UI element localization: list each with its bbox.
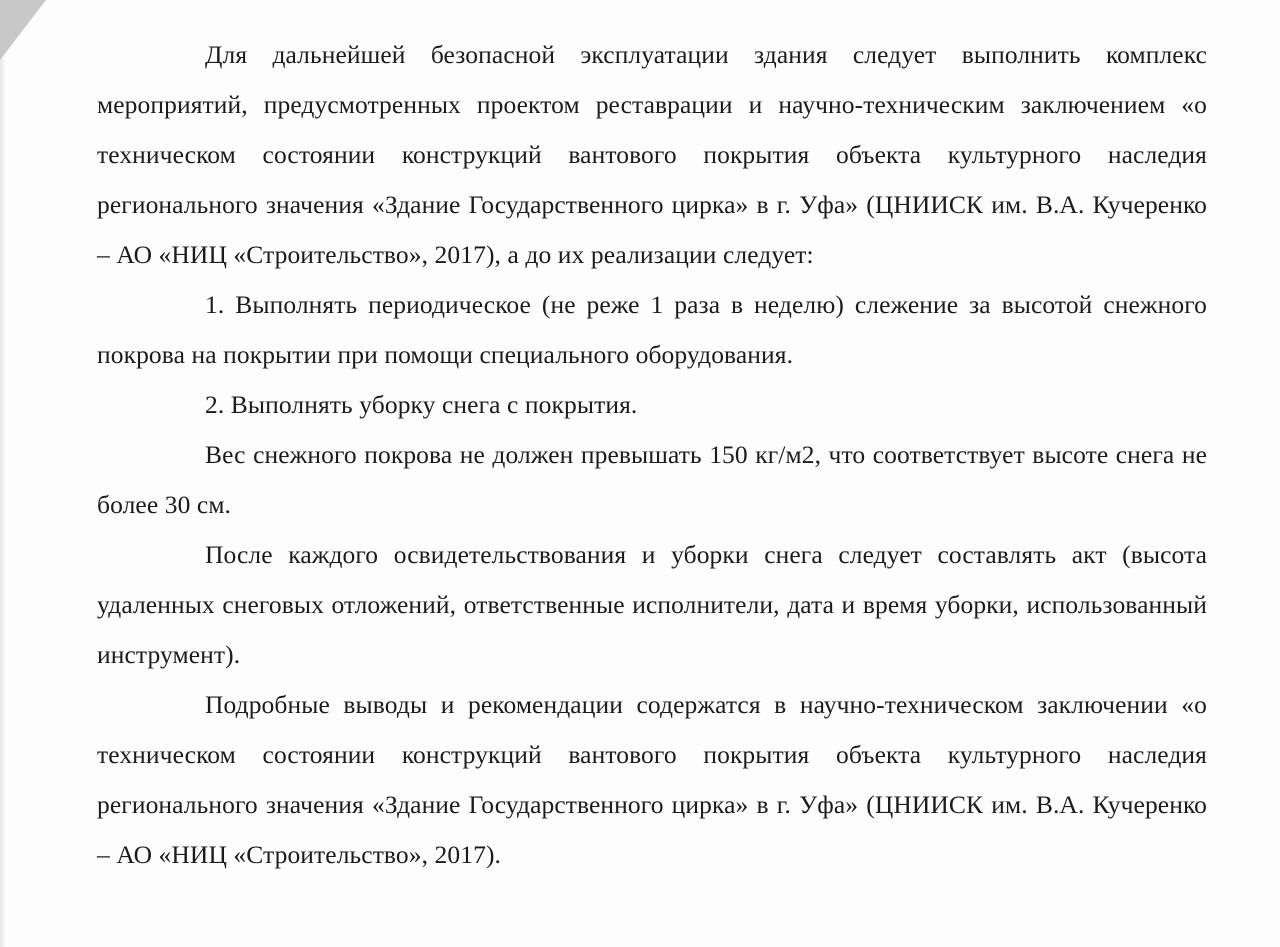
paragraph-snow-weight: Вес снежного покрова не должен превышать 150 кг/м2, что соответствует высоте снега не более 30 см. bbox=[97, 440, 1207, 519]
paragraph-conclusions: Подробные выводы и рекомендации содержатся в научно-техническом заключении «о техническом состоянии конструкций вантового покрытия объекта культурного наследия регионального значения «Здание Государственного цирка» в г. Уфа» (ЦНИИСК им. В.А. Кучеренко – АО «НИЦ «Строительство», 2017). bbox=[97, 690, 1207, 869]
paragraph-intro: Для дальнейшей безопасной эксплуатации здания следует выполнить комплекс мероприятий, предусмотренных проектом реставрации и научно-техническим заключением «о техническом состоянии конструкций вантового покрытия объекта культурного наследия регионального значения «Здание Государственного цирка» в г. Уфа» (ЦНИИСК им. В.А. Кучеренко – АО «НИЦ «Строительство», 2017), а до их реализации следует: bbox=[97, 40, 1207, 269]
paragraph-act: После каждого освидетельствования и уборки снега следует составлять акт (высота удаленных снеговых отложений, ответственные исполнители, дата и время уборки, использованный инструмент). bbox=[97, 540, 1207, 669]
folded-corner bbox=[0, 0, 46, 60]
paragraph-item-2: 2. Выполнять уборку снега с покрытия. bbox=[205, 390, 638, 419]
scan-edge-shadow bbox=[0, 0, 6, 947]
document-body bbox=[97, 30, 1207, 880]
paragraph-item-1: 1. Выполнять периодическое (не реже 1 раза в неделю) слежение за высотой снежного покрова на покрытии при помощи специального оборудования. bbox=[97, 290, 1207, 369]
